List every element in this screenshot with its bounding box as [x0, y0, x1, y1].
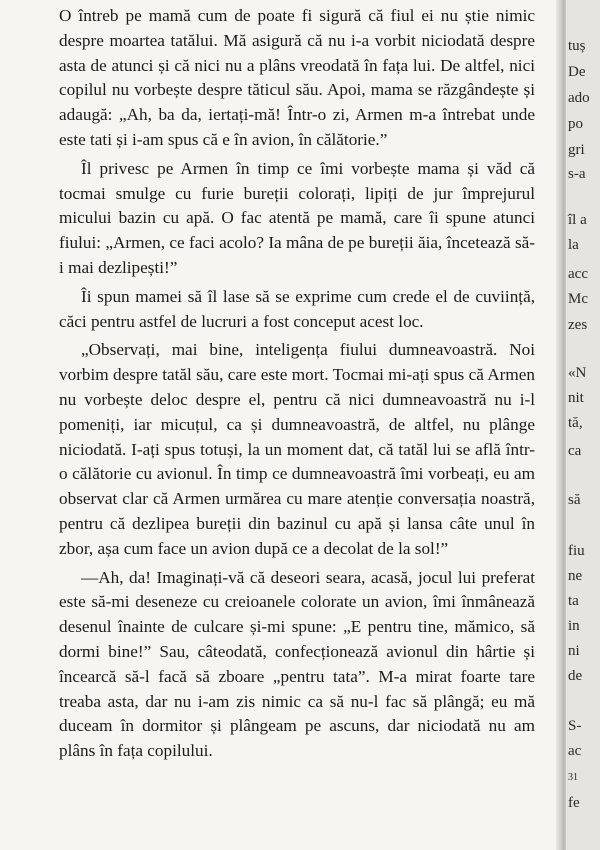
right-fragment: gri	[568, 142, 585, 158]
right-fragment: îl a	[568, 212, 587, 228]
paragraph-5: —Ah, da! Imaginați-vă că deseori seara, acasă, jocul lui preferat este să-mi deseneze cu creioanele colorate un avion, îmi înmânează desenul înainte de culcare și-mi spune: „E pentru tine, mămico, să dormi bine!” Sau, câteodată, confecționează avionul din hârtie și încearcă să-l facă să zboare „pentru tata”. M-a mirat foarte tare treaba asta, dar nu i-am zis nimic ca să nu-l fac să plângă; eu mă duceam în dormitor și plângeam pe ascuns, dar niciodată nu am plâns în fața copilului.	[59, 567, 535, 761]
right-fragment: po	[568, 116, 583, 132]
right-fragment: ta	[568, 593, 579, 609]
right-page-edge	[566, 0, 600, 850]
right-fragment: nit	[568, 390, 584, 406]
right-fragment: «N	[568, 365, 587, 381]
right-fragment: să	[568, 492, 581, 508]
right-fragment: s-a	[568, 166, 586, 182]
right-fragment: in	[568, 618, 580, 634]
right-fragment: ca	[568, 443, 582, 459]
paragraph-3: Îi spun mamei să îl lase să se exprime cum crede el de cuviință, căci pentru astfel de lucruri a fost conceput acest loc.	[59, 286, 535, 331]
right-fragment: ne	[568, 568, 583, 584]
right-fragment: fiu	[568, 543, 585, 559]
right-fragment: ac	[568, 743, 582, 759]
right-fragment: De	[568, 64, 586, 80]
right-fragment: ni	[568, 643, 580, 659]
paragraph-2: Îl privesc pe Armen în timp ce îmi vorbește mama și văd că tocmai smulge cu furie bureții colorați, lipiți de jur împrejurul micului bazin cu apă. O fac atentă pe mamă, care îi spune atunci fiului: „Armen, ce faci acolo? Ia mâna de pe bureții ăia, încetează să-i mai dezlipești!”	[59, 158, 535, 277]
right-fragment: 31	[568, 772, 578, 783]
left-page-text	[59, 4, 535, 764]
right-fragment: fe	[568, 795, 580, 811]
paragraph-4: „Observați, mai bine, inteligența fiului dumneavoastră. Noi vorbim despre tatăl său, care este mort. Tocmai mi-ați spus că Armen nu vorbește deloc despre el, pentru că nici dumneavoastră nu i-l pomeniți, iar micuțul, ca și dumneavoastră, de altfel, nu plânge niciodată. I-ați spus totuși, la un moment dat, că tatăl lui se află într-o călătorie cu avionul. În timp ce dumneavoastră îmi vorbeați, eu am observat clar că Armen urmărea cu mare atenție conversația noastră, pentru că dezlipea bureții din bazinul cu apă și lansa câte unul în zbor, așa cum face un avion după ce a decolat de la sol!”	[59, 340, 535, 558]
right-page-fragments	[566, 0, 600, 850]
right-fragment: S-	[568, 718, 582, 734]
right-fragment: Mc	[568, 291, 588, 307]
right-fragment: ado	[568, 90, 590, 106]
right-fragment: de	[568, 668, 583, 684]
paragraph-1: O întreb pe mamă cum de poate fi sigură că fiul ei nu știe nimic despre moartea tatălui. Mă asigură că nu i-a vorbit niciodată despre asta de atunci și că nici nu a plâns vreodată în fața lui. De altfel, nici copilul nu vorbește despre tăticul său. Apoi, mama se răzgândește și adaugă: „Ah, ba da, iertați-mă! Într-o zi, Armen m-a întrebat unde este tati și i-am spus că e în avion, în călătorie.”	[59, 6, 535, 149]
right-fragment: zes	[568, 317, 588, 333]
right-fragment: acc	[568, 266, 588, 282]
right-fragment: tă,	[568, 415, 583, 431]
right-fragment: tuș	[568, 38, 586, 54]
right-fragment: la	[568, 237, 579, 253]
